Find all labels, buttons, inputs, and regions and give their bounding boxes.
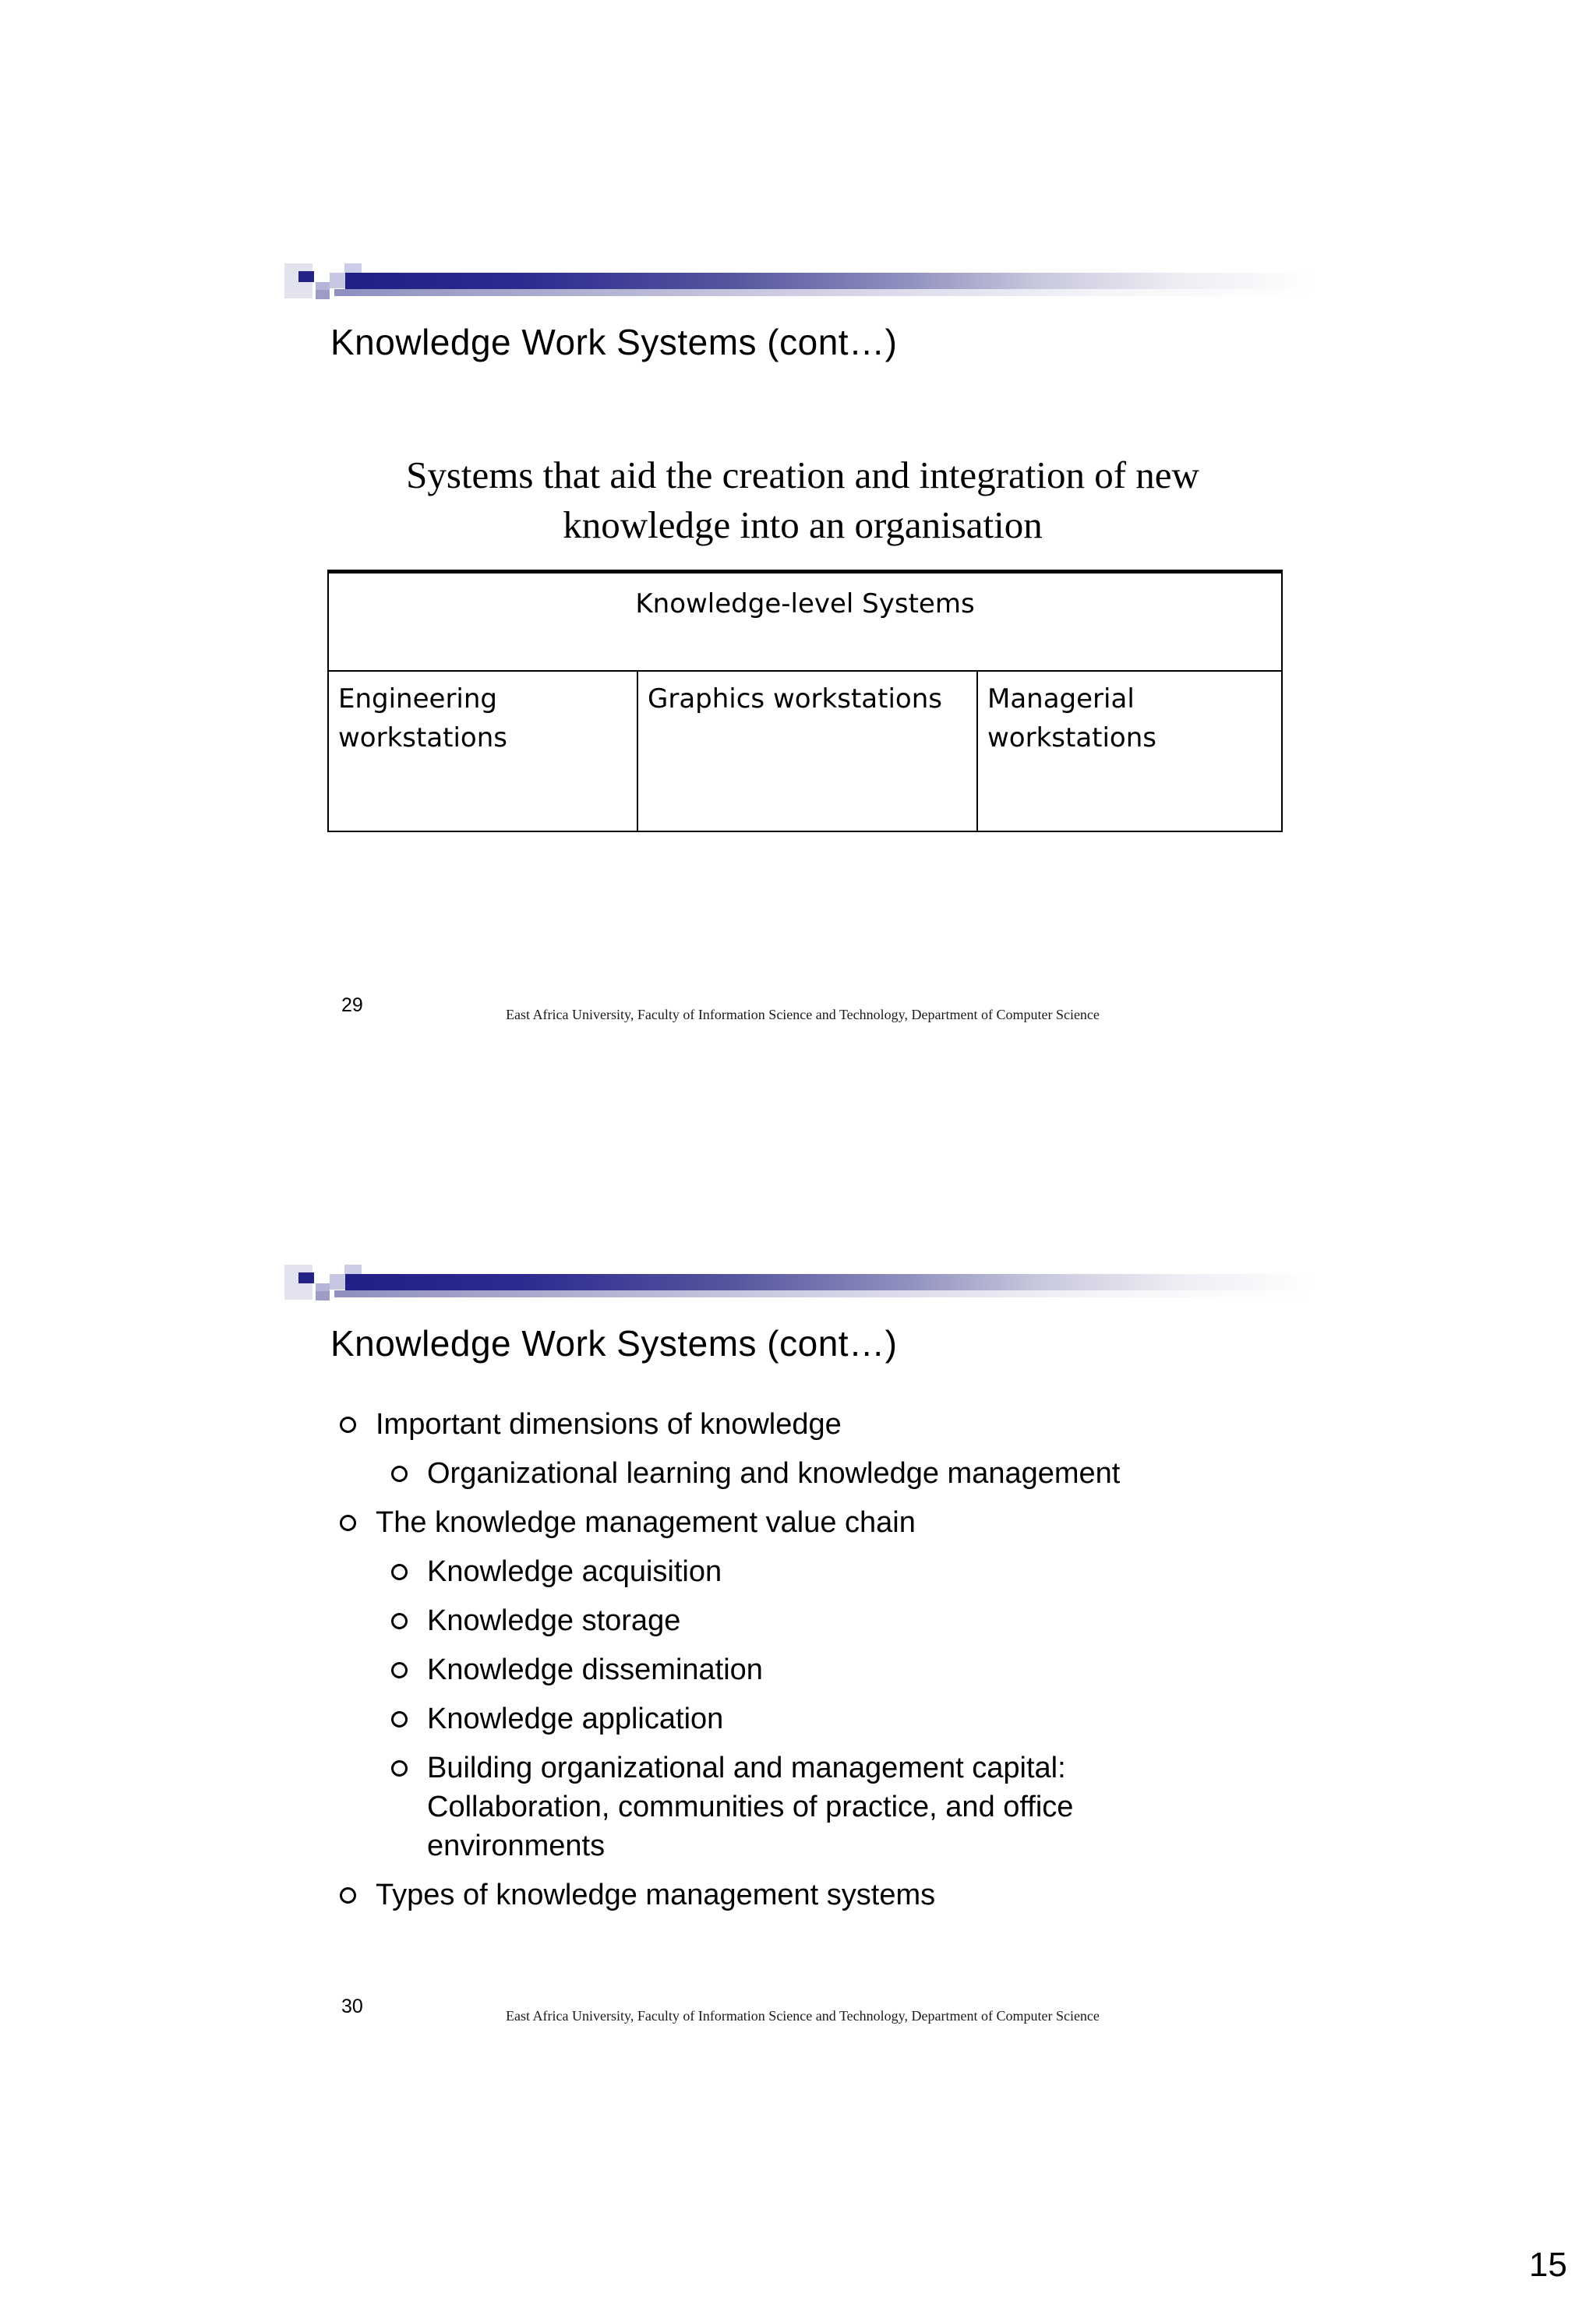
table-cell: Managerial workstations bbox=[977, 671, 1282, 831]
slide1-footer: East Africa University, Faculty of Information Science and Technology, Department of Computer Science bbox=[506, 1007, 1100, 1022]
slide2-header-bar bbox=[284, 1265, 1321, 1313]
slide1-number: 29 bbox=[341, 994, 363, 1016]
table-row bbox=[328, 671, 1282, 831]
gradient-bar bbox=[345, 273, 1313, 289]
circle-bullet-icon bbox=[391, 1613, 408, 1629]
list-item bbox=[340, 1876, 1192, 1915]
decor-square-mid2-icon bbox=[316, 1291, 330, 1300]
circle-bullet-icon bbox=[391, 1564, 408, 1580]
bullet-text: Knowledge application bbox=[427, 1703, 724, 1735]
table-cell: Engineering workstations bbox=[328, 671, 637, 831]
page-number: 15 bbox=[1529, 2246, 1567, 2284]
table-header-row bbox=[328, 572, 1282, 672]
slide1-subtitle bbox=[284, 450, 1321, 550]
bullet-text: Organizational learning and knowledge management bbox=[427, 1457, 1121, 1490]
slide1-header-bar bbox=[284, 263, 1321, 312]
circle-bullet-icon bbox=[340, 1515, 356, 1531]
list-item bbox=[340, 1405, 1192, 1444]
bullet-text: Types of knowledge management systems bbox=[376, 1879, 936, 1911]
decor-square-navy-icon bbox=[298, 271, 314, 282]
list-item bbox=[391, 1650, 1192, 1689]
bullet-text: Important dimensions of knowledge bbox=[376, 1408, 842, 1441]
table-cell: Graphics workstations bbox=[637, 671, 977, 831]
list-item bbox=[391, 1749, 1192, 1865]
circle-bullet-icon bbox=[391, 1662, 408, 1678]
decor-square-soft-icon bbox=[330, 273, 345, 288]
knowledge-systems-table bbox=[327, 570, 1283, 832]
circle-bullet-icon bbox=[340, 1887, 356, 1904]
subtitle-line-2: knowledge into an organisation bbox=[563, 503, 1043, 546]
slide2-title: Knowledge Work Systems (cont…) bbox=[330, 1323, 898, 1364]
decor-square-soft-icon bbox=[330, 1274, 345, 1290]
list-item bbox=[340, 1503, 1192, 1542]
circle-bullet-icon bbox=[340, 1417, 356, 1433]
slide1-title: Knowledge Work Systems (cont…) bbox=[330, 322, 898, 362]
bullet-text: The knowledge management value chain bbox=[376, 1506, 916, 1539]
circle-bullet-icon bbox=[391, 1711, 408, 1728]
list-item bbox=[391, 1552, 1192, 1591]
circle-bullet-icon bbox=[391, 1760, 408, 1777]
decor-square-mid2-icon bbox=[316, 290, 330, 299]
decor-square-navy-icon bbox=[298, 1272, 314, 1283]
bullet-text: Knowledge dissemination bbox=[427, 1653, 763, 1686]
list-item bbox=[391, 1601, 1192, 1640]
gradient-bar bbox=[345, 1274, 1313, 1290]
gradient-bar-shadow bbox=[334, 1290, 1313, 1297]
circle-bullet-icon bbox=[391, 1466, 408, 1482]
list-item bbox=[391, 1699, 1192, 1738]
subtitle-line-1: Systems that aid the creation and integration of new bbox=[406, 453, 1199, 496]
slide2-bullet-list bbox=[288, 1405, 1192, 1925]
slide2-number: 30 bbox=[341, 1996, 363, 2017]
bullet-text: Knowledge acquisition bbox=[427, 1555, 722, 1588]
list-item bbox=[391, 1454, 1192, 1493]
bullet-text: Building organizational and management capital: Collaboration, communities of practice, and office environments bbox=[427, 1752, 1074, 1862]
gradient-bar-shadow bbox=[334, 289, 1313, 296]
bullet-text: Knowledge storage bbox=[427, 1604, 681, 1637]
slide2-footer: East Africa University, Faculty of Information Science and Technology, Department of Computer Science bbox=[506, 2008, 1100, 2024]
table-header-cell: Knowledge-level Systems bbox=[328, 572, 1282, 672]
